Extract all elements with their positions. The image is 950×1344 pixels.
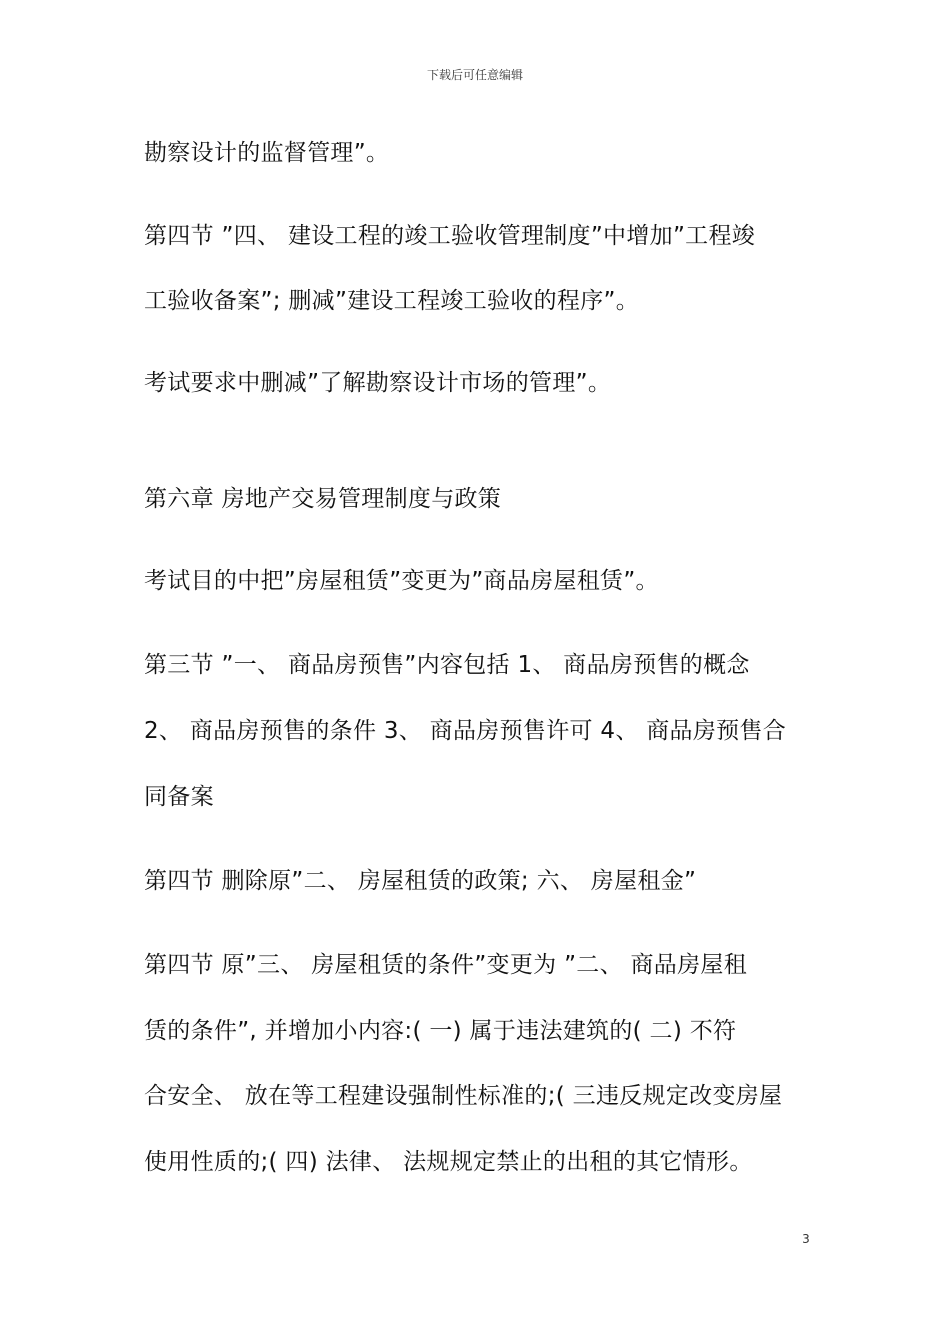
- text-line: 2、 商品房预售的条件 3、 商品房预售许可 4、 商品房预售合: [144, 718, 787, 744]
- text-line: 考试要求中删减”了解勘察设计市场的管理”。: [144, 370, 612, 396]
- page-number: 3: [802, 1232, 810, 1246]
- text-line: 第四节 ”四、 建设工程的竣工验收管理制度”中增加”工程竣: [144, 223, 756, 249]
- text-line: 勘察设计的监督管理”。: [144, 140, 390, 166]
- text-line: 第四节 原”三、 房屋租赁的条件”变更为 ”二、 商品房屋租: [144, 952, 747, 978]
- text-line: 第三节 ”一、 商品房预售”内容包括 1、 商品房预售的概念: [144, 652, 750, 678]
- chapter-heading: 第六章 房地产交易管理制度与政策: [144, 486, 502, 512]
- text-line: 赁的条件”, 并增加小内容:( 一) 属于违法建筑的( 二) 不符: [144, 1018, 737, 1044]
- text-line: 工验收备案”; 删减”建设工程竣工验收的程序”。: [144, 288, 640, 314]
- text-line: 合安全、 放在等工程建设强制性标准的;( 三违反规定改变房屋: [144, 1083, 783, 1109]
- text-line: 考试目的中把”房屋租赁”变更为”商品房屋租赁”。: [144, 568, 659, 594]
- text-line: 第四节 删除原”二、 房屋租赁的政策; 六、 房屋租金”: [144, 868, 697, 894]
- text-line: 使用性质的;( 四) 法律、 法规规定禁止的出租的其它情形。: [144, 1149, 753, 1175]
- text-line: 同备案: [144, 784, 214, 810]
- page-header: 下载后可任意编辑: [426, 68, 523, 82]
